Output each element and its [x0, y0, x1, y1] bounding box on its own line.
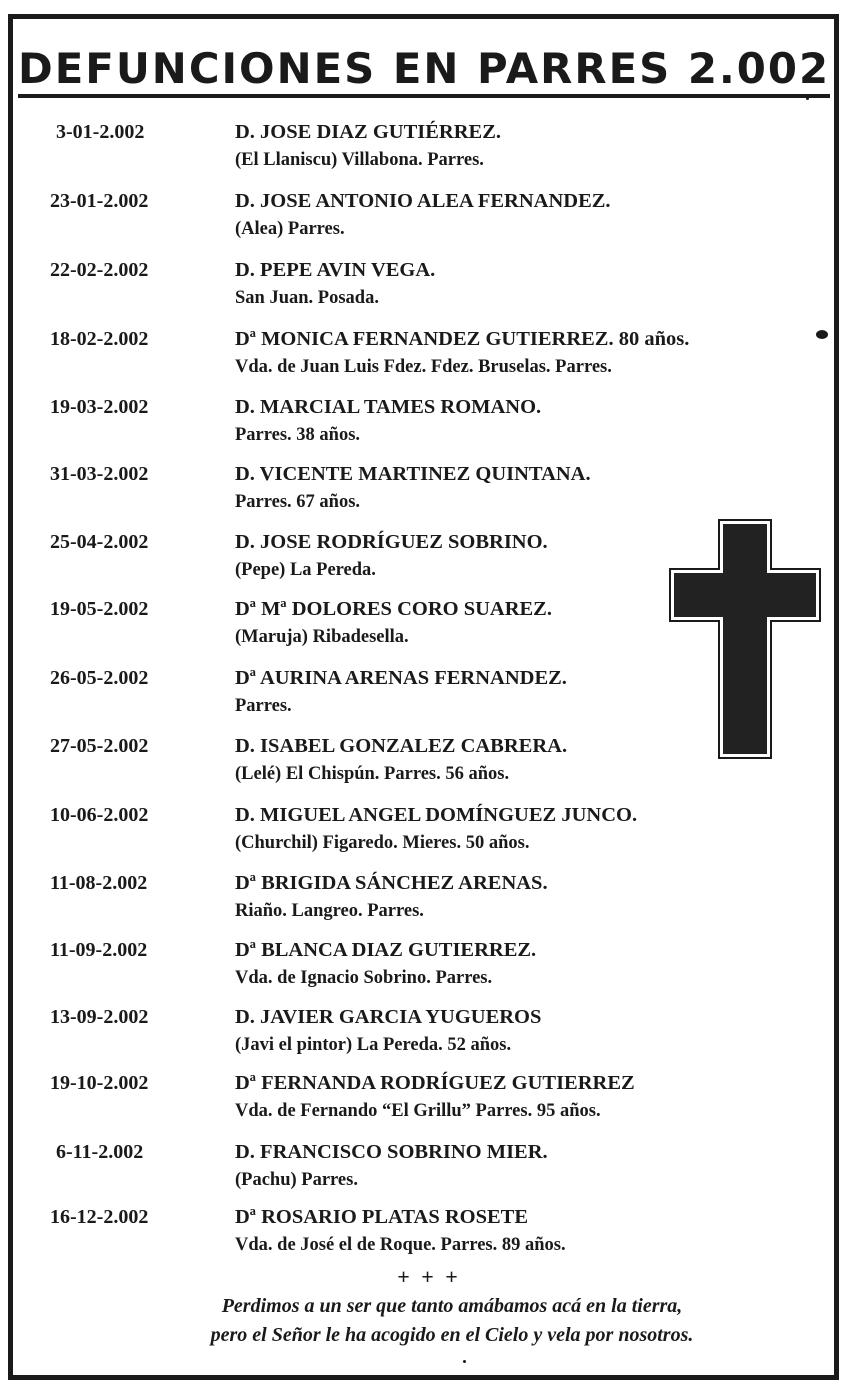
entry-name: Dª ROSARIO PLATAS ROSETE: [235, 1206, 529, 1228]
entry-date: 13-09-2.002: [50, 1006, 149, 1028]
entry-detail: Riaño. Langreo. Parres.: [235, 901, 424, 921]
entry-detail: Parres. 67 años.: [235, 492, 361, 512]
entry-date: 22-02-2.002: [50, 259, 149, 281]
entry-detail: (Maruja) Ribadesella.: [235, 627, 409, 647]
entry-date: 23-01-2.002: [50, 190, 149, 212]
entry-detail: San Juan. Posada.: [235, 288, 379, 308]
closing-line-1: Perdimos a un ser que tanto amábamos acá en la tierra,: [221, 1295, 683, 1317]
entry-detail: Vda. de Juan Luis Fdez. Fdez. Bruselas. Parres.: [235, 357, 612, 377]
entry-detail: (Lelé) El Chispún. Parres. 56 años.: [235, 764, 510, 784]
latin-cross-icon: [668, 518, 822, 760]
entry-name: D. MARCIAL TAMES ROMANO.: [235, 396, 542, 418]
entry-date: 11-09-2.002: [50, 939, 148, 961]
entry-name: Dª BLANCA DIAZ GUTIERREZ.: [235, 939, 537, 961]
entry-name: D. VICENTE MARTINEZ QUINTANA.: [235, 463, 591, 485]
list-item: [0, 118, 858, 178]
ink-speck: [816, 330, 828, 339]
entry-detail: (Alea) Parres.: [235, 219, 345, 239]
entry-name: D. MIGUEL ANGEL DOMÍNGUEZ JUNCO.: [235, 804, 638, 826]
list-item: [0, 801, 858, 861]
list-item: [0, 460, 858, 520]
entry-date: 31-03-2.002: [50, 463, 149, 485]
list-item: [0, 1138, 858, 1198]
entry-detail: (Pepe) La Pereda.: [235, 560, 376, 580]
entry-date: 19-03-2.002: [50, 396, 149, 418]
list-item: [0, 1003, 858, 1063]
entry-date: 27-05-2.002: [50, 735, 149, 757]
entry-detail: Vda. de Ignacio Sobrino. Parres.: [235, 968, 493, 988]
entry-detail: (Javi el pintor) La Pereda. 52 años.: [235, 1035, 512, 1055]
page-title: DEFUNCIONES EN PARRES 2.002: [18, 44, 831, 93]
list-item: [0, 936, 858, 996]
entry-name: D. FRANCISCO SOBRINO MIER.: [235, 1141, 548, 1163]
entry-name: Dª FERNANDA RODRÍGUEZ GUTIERREZ: [235, 1072, 635, 1094]
entry-detail: Parres. 38 años.: [235, 425, 361, 445]
entry-detail: (Churchil) Figaredo. Mieres. 50 años.: [235, 833, 530, 853]
entry-date: 3-01-2.002: [56, 121, 145, 143]
entry-detail: Vda. de José el de Roque. Parres. 89 años.: [235, 1235, 566, 1255]
ink-speck: [463, 1360, 466, 1363]
entry-name: D. ISABEL GONZALEZ CABRERA.: [235, 735, 568, 757]
entry-name: D. PEPE AVIN VEGA.: [235, 259, 436, 281]
entry-date: 18-02-2.002: [50, 328, 149, 350]
entry-date: 26-05-2.002: [50, 667, 149, 689]
entry-date: 10-06-2.002: [50, 804, 149, 826]
entry-detail: Parres.: [235, 696, 292, 716]
ink-speck: [806, 97, 809, 100]
entry-detail: (Pachu) Parres.: [235, 1170, 358, 1190]
entry-name: Dª MONICA FERNANDEZ GUTIERREZ. 80 años.: [235, 328, 690, 350]
entry-date: 25-04-2.002: [50, 531, 149, 553]
entry-date: 19-10-2.002: [50, 1072, 149, 1094]
separator-crosses: + + +: [397, 1264, 461, 1289]
entry-date: 11-08-2.002: [50, 872, 148, 894]
entry-name: D. JOSE RODRÍGUEZ SOBRINO.: [235, 531, 548, 553]
entry-name: D. JOSE DIAZ GUTIÉRREZ.: [235, 121, 501, 143]
list-item: [0, 1069, 858, 1129]
entry-date: 6-11-2.002: [56, 1141, 144, 1163]
list-item: [0, 869, 858, 929]
entry-name: Dª Mª DOLORES CORO SUAREZ.: [235, 598, 552, 620]
entry-name: Dª BRIGIDA SÁNCHEZ ARENAS.: [235, 872, 548, 894]
list-item: [0, 187, 858, 247]
list-item: [0, 256, 858, 316]
list-item: [0, 1203, 858, 1263]
entry-name: D. JOSE ANTONIO ALEA FERNANDEZ.: [235, 190, 611, 212]
entry-name: D. JAVIER GARCIA YUGUEROS: [235, 1006, 542, 1028]
entry-detail: Vda. de Fernando “El Grillu” Parres. 95 años.: [235, 1101, 601, 1121]
closing-line-2: pero el Señor le ha acogido en el Cielo y vela por nosotros.: [210, 1324, 694, 1346]
list-item: [0, 325, 858, 385]
entry-name: Dª AURINA ARENAS FERNANDEZ.: [235, 667, 567, 689]
entry-date: 19-05-2.002: [50, 598, 149, 620]
list-item: [0, 393, 858, 453]
cross-fill: [674, 524, 816, 754]
entry-date: 16-12-2.002: [50, 1206, 149, 1228]
entry-detail: (El Llaniscu) Villabona. Parres.: [235, 150, 484, 170]
